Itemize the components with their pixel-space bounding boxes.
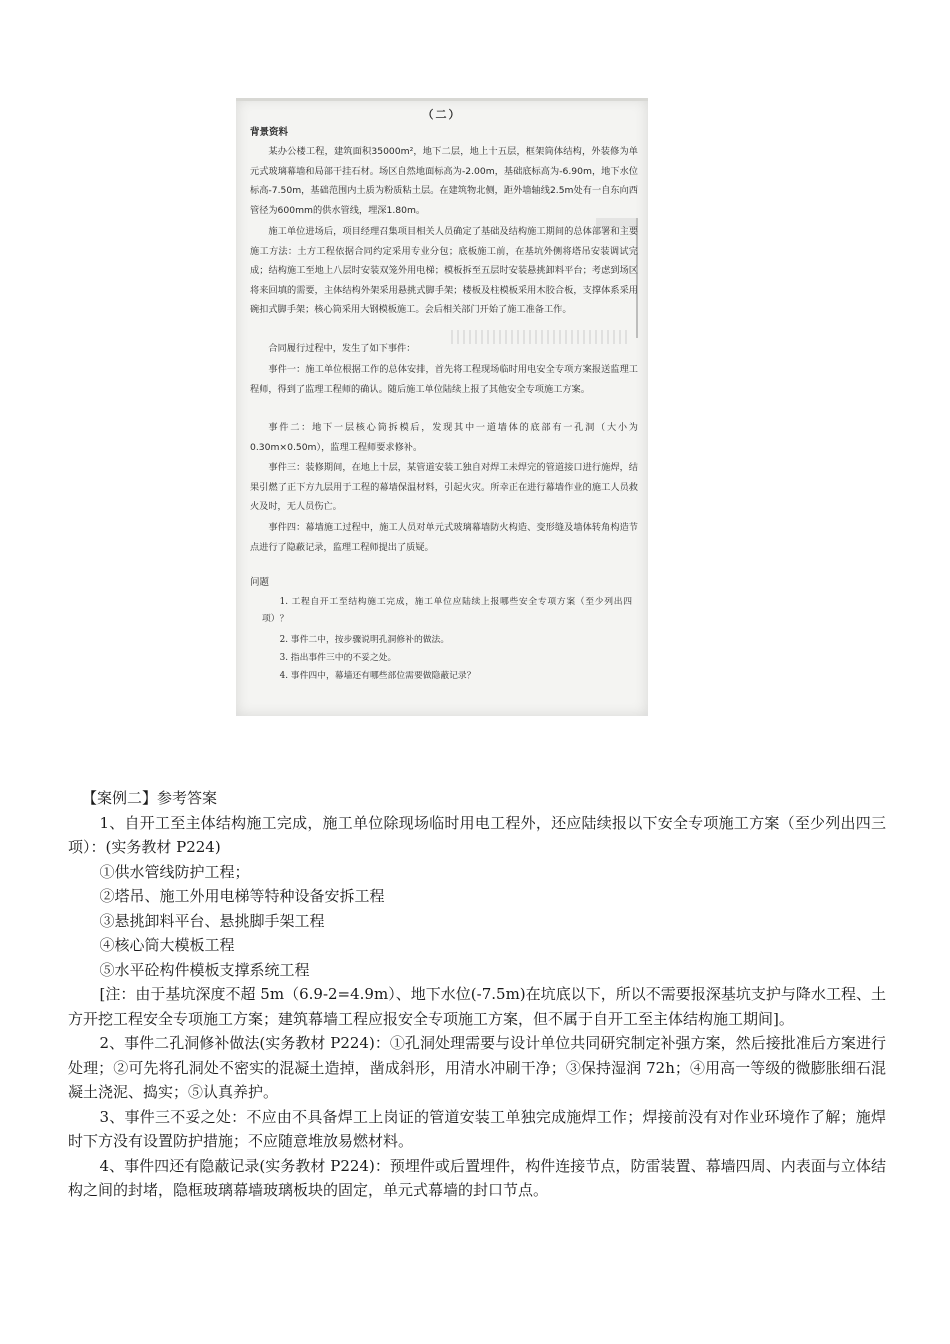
scan-paragraph-2: 施工单位进场后，项目经理召集项目相关人员确定了基础及结构施工期间的总体部署和主要施工方法：土方工程依据合同约定采用专业分包；底板施工前，在基坑外侧将塔吊安装调试完成；结构施工至地上八层时安装双笼外用电梯；模板拆至五层时安装悬挑卸料平台；考虑到场区将来回填的需要，主体结构外架采用悬挑式脚手架；楼板及柱模板采用木胶合板，支撑体系采用碗扣式脚手架；核心筒采用大钢模板施工。会后相关部门开始了施工准备工作。 [250, 226, 638, 315]
scanned-exam-page [236, 98, 648, 716]
answer-1-item-4: ④核心筒大模板工程 [99, 936, 235, 954]
answer-heading: 【案例二】参考答案 [82, 789, 218, 807]
answer-3: 3、事件三不妥之处：不应由不具备焊工上岗证的管道安装工单独完成施焊工作；焊接前没有对作业环境作了解；施焊时下方没有设置防护措施；不应随意堆放易燃材料。 [68, 1107, 886, 1150]
questions-heading: 问题 [250, 577, 270, 588]
scan-edge [236, 98, 648, 101]
scan-title: （二） [422, 108, 462, 121]
scan-paragraph-1: 某办公楼工程，建筑面积35000m²，地下二层，地上十五层，框架筒体结构，外装修为单元式玻璃幕墙和局部干挂石材。场区自然地面标高为-2.00m，基础底标高为-6.90m，地下水位标高-7.50m，基础范围内土质为粉质粘土层。在建筑物北侧，距外墙轴线2.5m处有一自东向西管径为600mm的供水管线，埋深1.80m。 [250, 146, 638, 216]
scan-event-4: 事件四：幕墙施工过程中，施工人员对单元式玻璃幕墙防火构造、变形缝及墙体转角构造节点进行了隐蔽记录，监理工程师提出了质疑。 [250, 522, 638, 553]
answer-section [68, 786, 886, 1203]
scan-event-2: 事件二：地下一层核心筒拆模后，发现其中一道墙体的底部有一孔洞（大小为0.30m×0.50m），监理工程师要求修补。 [250, 422, 638, 453]
answer-1-item-2: ②塔吊、施工外用电梯等特种设备安拆工程 [99, 887, 385, 905]
scan-question-3: 3. 指出事件三中的不妥之处。 [279, 653, 397, 663]
scan-question-2: 2. 事件二中，按步骤说明孔洞修补的做法。 [279, 635, 450, 645]
background-heading: 背景资料 [250, 127, 289, 138]
scan-event-1: 事件一：施工单位根据工作的总体安排，首先将工程现场临时用电安全专项方案报送监理工程师，得到了监理工程师的确认。随后施工单位陆续上报了其他安全专项施工方案。 [250, 364, 638, 395]
answer-1-item-5: ⑤水平砼构件模板支撑系统工程 [99, 960, 310, 979]
answer-note: [注：由于基坑深度不超 5m（6.9-2=4.9m）、地下水位(-7.5m)在坑底以下，所以不需要报深基坑支护与降水工程、土方开挖工程安全专项施工方案；建筑幕墙工程应报安全专项施工方案，但不属于自开工至主体结构施工期间]。 [68, 985, 886, 1028]
scan-paragraph-3: 合同履行过程中，发生了如下事件： [268, 343, 416, 354]
scan-question-4: 4. 事件四中，幕墙还有哪些部位需要做隐蔽记录？ [279, 671, 476, 681]
answer-4: 4、事件四还有隐蔽记录(实务教材 P224)：预埋件或后置埋件，构件连接节点，防雷装置、幕墙四周、内表面与立体结构之间的封堵，隐框玻璃幕墙玻璃板块的固定，单元式幕墙的封口节点。 [68, 1156, 886, 1199]
answer-2: 2、事件二孔洞修补做法(实务教材 P224)：①孔洞处理需要与设计单位共同研究制定补强方案，然后接批准后方案进行处理；②可先将孔洞处不密实的混凝土造掉，凿成斜形，用清水冲刷干净；③保持湿润 72h；④用高一等级的微膨胀细石混凝土浇泥、捣实；⑤认真养护。 [68, 1034, 886, 1101]
scan-event-3: 事件三：装修期间，在地上十层，某管道安装工独自对焊工未焊完的管道接口进行施焊，结果引燃了正下方九层用于工程的幕墙保温材料，引起火灾。所幸正在进行幕墙作业的施工人员救火及时，无人员伤亡。 [250, 462, 638, 512]
answer-1: 1、自开工至主体结构施工完成，施工单位除现场临时用电工程外，还应陆续报以下安全专项施工方案（至少列出四三项）：(实务教材 P224) [68, 813, 886, 856]
scan-question-1: 1. 工程自开工至结构施工完成，施工单位应陆续上报哪些安全专项方案（至少列出四项）？ [262, 597, 632, 624]
answer-1-item-1: ①供水管线防护工程； [99, 862, 250, 881]
answer-1-item-3: ③悬挑卸料平台、悬挑脚手架工程 [99, 911, 325, 930]
